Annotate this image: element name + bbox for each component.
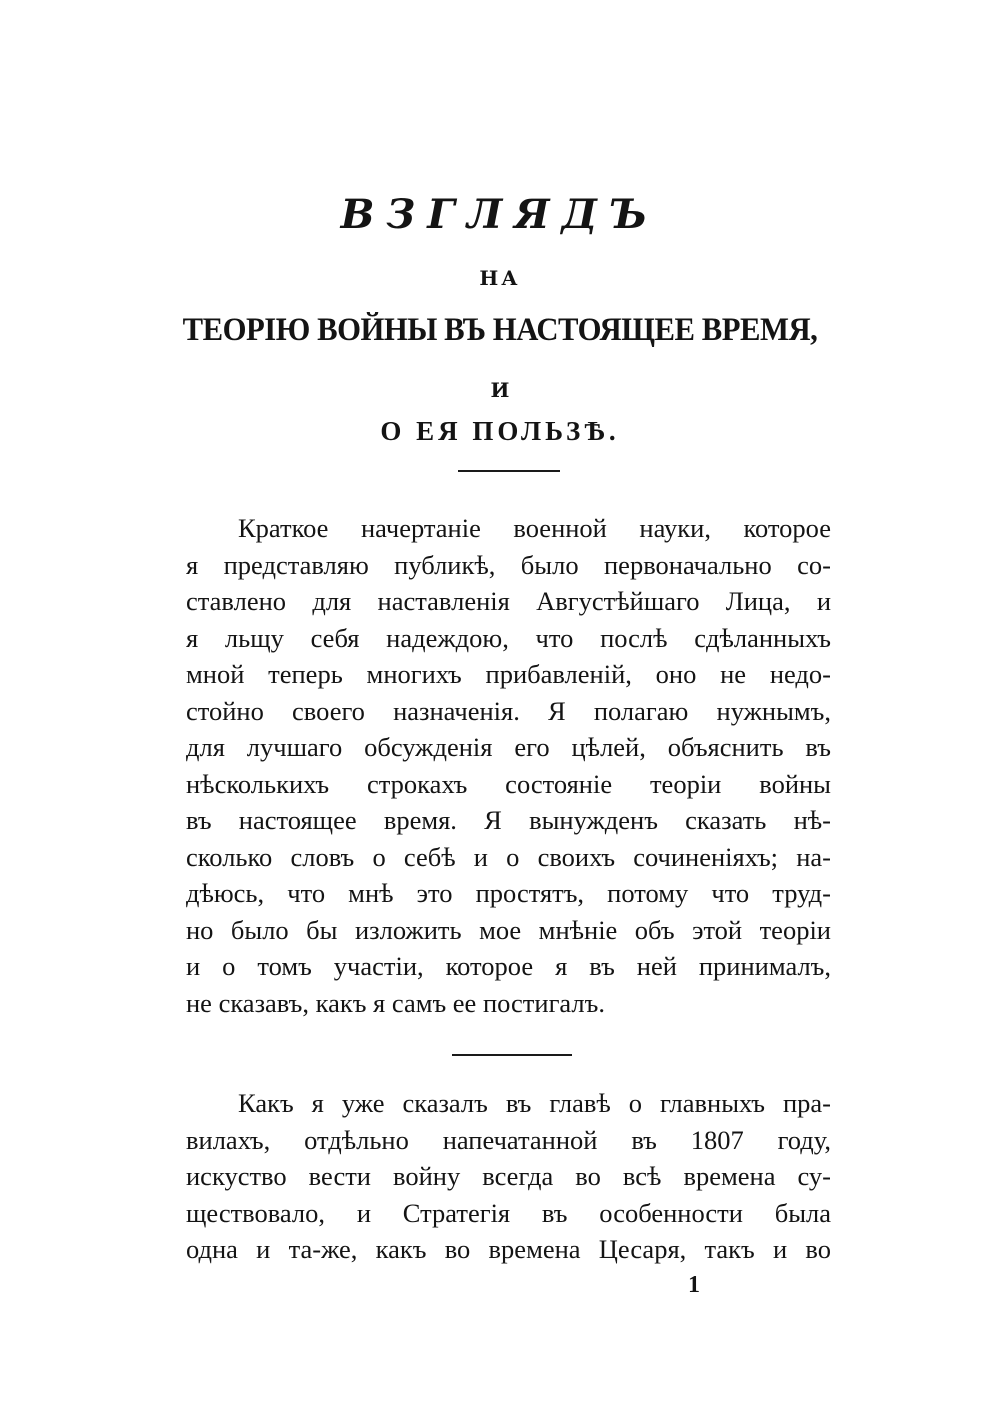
text-line: стойно своего назначенія. Я полагаю нужнымъ, <box>186 695 831 726</box>
text-line: не сказавъ, какъ я самъ ее постигалъ. <box>186 987 605 1018</box>
text-line: вилахъ, отдѣльно напечатанной въ 1807 году, <box>186 1124 831 1155</box>
paragraph-second <box>186 1085 831 1268</box>
page-number: 1 <box>688 1272 700 1298</box>
text-line: но было бы изложить мое мнѣніе объ этой теоріи <box>186 914 831 945</box>
paragraph-first <box>186 510 831 1021</box>
text-line: Какъ я уже сказалъ въ главѣ о главныхъ пра- <box>238 1088 831 1118</box>
text-line: въ настоящее время. Я вынужденъ сказать нѣ- <box>186 805 831 835</box>
text-line: одна и та-же, какъ во времена Цесаря, такъ и во <box>186 1234 831 1264</box>
title-line-na: НА <box>479 266 521 290</box>
heading-divider <box>458 470 560 472</box>
title-line-and: И <box>490 378 510 402</box>
text-line: нѣсколькихъ строкахъ состояніе теоріи войны <box>186 768 831 799</box>
text-line: и о томъ участіи, которое я въ ней принималъ, <box>186 951 831 981</box>
text-line: я представляю публикѣ, было первоначально со- <box>186 549 831 580</box>
text-line: я льщу себя надеждою, что послѣ сдѣланныхъ <box>186 622 831 653</box>
text-line: сколько словъ о себѣ и о своихъ сочиненіяхъ; на- <box>186 841 831 872</box>
text-line: ществовало, и Стратегія въ особенности была <box>186 1197 831 1228</box>
text-line: Краткое начертаніе военной науки, которое <box>238 513 831 543</box>
text-line: искуство вести войну всегда во всѣ времена су- <box>186 1161 831 1191</box>
text-line: мной теперь многихъ прибавленій, оно не недо- <box>186 659 831 689</box>
section-divider <box>452 1054 572 1056</box>
chapter-title: ВЗГЛЯДЪ <box>340 191 660 238</box>
title-line-benefit: О ЕЯ ПОЛЬЗѢ. <box>380 416 620 446</box>
text-line: для лучшаго обсужденія его цѣлей, объяснить въ <box>186 732 831 762</box>
text-line: ставлено для наставленія Августѣйшаго Лица, и <box>186 586 831 616</box>
text-line: дѣюсь, что мнѣ это простятъ, потому что труд- <box>186 878 831 908</box>
chapter-subtitle: ТЕОРІЮ ВОЙНЫ ВЪ НАСТОЯЩЕЕ ВРЕМЯ, <box>182 312 818 348</box>
